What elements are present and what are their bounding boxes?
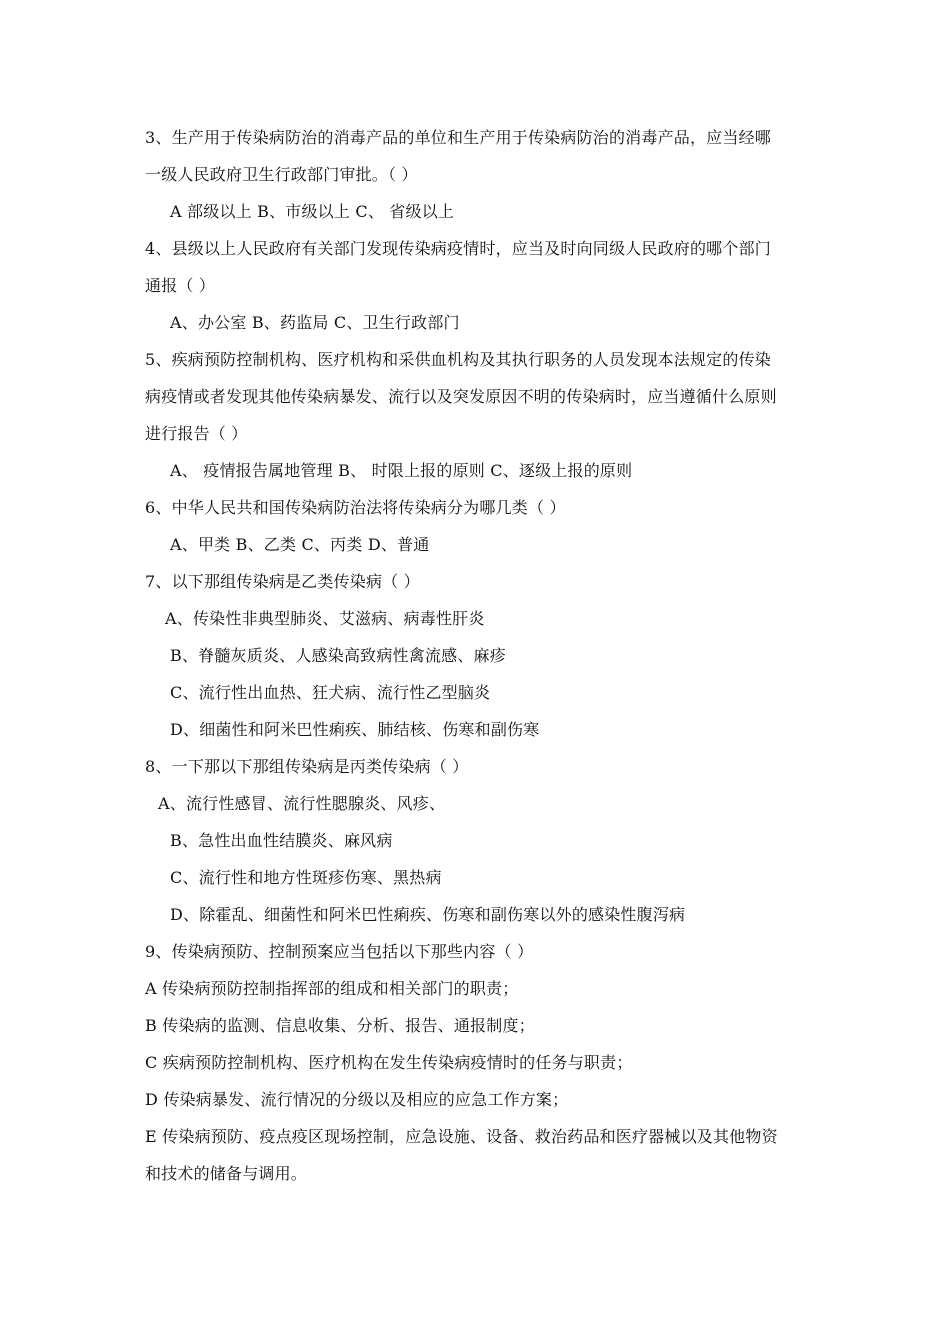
q6-options: A、甲类 B、乙类 C、丙类 D、普通 [170,535,430,554]
q9-item-a: A 传染病预防控制指挥部的组成和相关部门的职责； [145,979,519,998]
q8-option-d: D、除霍乱、细菌性和阿米巴性痢疾、伤寒和副伤寒以外的感染性腹泻病 [170,905,686,924]
q9-item-e: E 传染病预防、疫点疫区现场控制，应急设施、设备、救治药品和医疗器械以及其他物资 [145,1127,778,1146]
q4-line-1: 4、县级以上人民政府有关部门发现传染病疫情时，应当及时向同级人民政府的哪个部门 [145,239,771,258]
q6-line-1: 6、中华人民共和国传染病防治法将传染病分为哪几类（ ） [145,498,566,517]
q5-line-1: 5、疾病预防控制机构、医疗机构和采供血机构及其执行职务的人员发现本法规定的传染 [145,350,771,369]
q8-line-1: 8、一下那以下那组传染病是丙类传染病（ ） [145,757,469,776]
q4-line-2: 通报（ ） [145,276,216,295]
q7-line-1: 7、以下那组传染病是乙类传染病（ ） [145,572,420,591]
q7-option-c: C、流行性出血热、狂犬病、流行性乙型脑炎 [170,683,491,702]
q5-options: A、 疫情报告属地管理 B、 时限上报的原则 C、逐级上报的原则 [170,461,633,480]
q4-options: A、办公室 B、药监局 C、卫生行政部门 [170,313,460,332]
q9-line-1: 9、传染病预防、控制预案应当包括以下那些内容（ ） [145,942,534,961]
q7-option-b: B、脊髓灰质炎、人感染高致病性禽流感、麻疹 [170,646,506,665]
q3-options: A 部级以上 B、市级以上 C、 省级以上 [170,202,455,221]
q3-line-1: 3、生产用于传染病防治的消毒产品的单位和生产用于传染病防治的消毒产品，应当经哪 [145,128,771,147]
q3-line-2: 一级人民政府卫生行政部门审批。（ ） [145,165,418,184]
q7-option-d: D、细菌性和阿米巴性痢疾、肺结核、伤寒和副伤寒 [170,720,540,739]
q9-item-b: B 传染病的监测、信息收集、分析、报告、通报制度； [145,1016,535,1035]
q9-item-d: D 传染病暴发、流行情况的分级以及相应的应急工作方案； [145,1090,569,1109]
q8-option-b: B、急性出血性结膜炎、麻风病 [170,831,393,850]
q9-item-c: C 疾病预防控制机构、医疗机构在发生传染病疫情时的任务与职责； [145,1053,633,1072]
q7-option-a: A、传染性非典型肺炎、艾滋病、病毒性肝炎 [165,609,485,628]
q5-line-2: 病疫情或者发现其他传染病暴发、流行以及突发原因不明的传染病时，应当遵循什么原则 [145,387,777,406]
q8-option-a: A、流行性感冒、流行性腮腺炎、风疹、 [158,794,446,813]
q5-line-3: 进行报告（ ） [145,424,248,443]
q9-item-e-cont: 和技术的储备与调用。 [145,1164,308,1183]
q8-option-c: C、流行性和地方性斑疹伤寒、黑热病 [170,868,442,887]
